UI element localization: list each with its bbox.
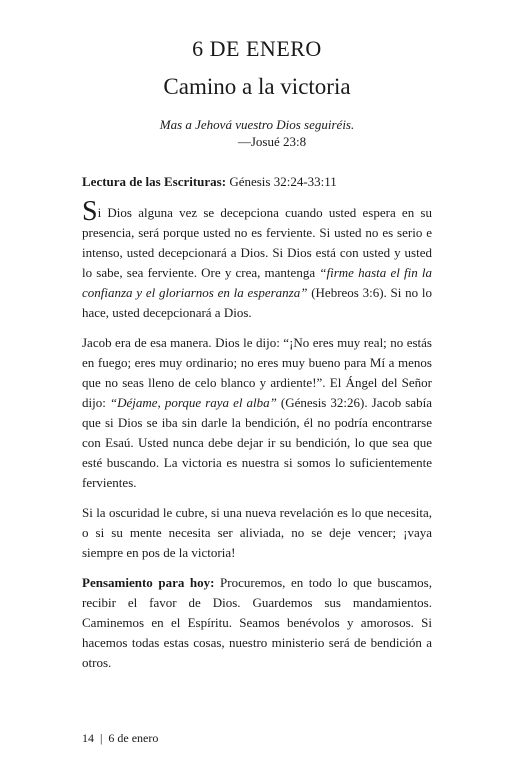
paragraph-3: Si la oscuridad le cubre, si una nueva revelación es lo que necesita, o si su mente necesita ser aliviada, no se deje vencer; ¡vaya siempre en pos de la victoria!	[82, 505, 432, 560]
footer-separator: |	[100, 731, 103, 745]
scripture-reading-label: Lectura de las Escrituras:	[82, 174, 227, 189]
paragraph-2	[82, 333, 432, 493]
verse-text: Mas a Jehová vuestro Dios seguiréis.	[159, 117, 355, 132]
paragraph-1-text-b: (Hebreos 3:6). Si no lo hace, usted decepcionará a Dios.	[82, 285, 433, 320]
page-number: 14	[82, 731, 94, 745]
running-title: 6 de enero	[108, 731, 159, 745]
scripture-reading-passage: Génesis 32:24-33:11	[229, 174, 337, 189]
page-title: Camino a la victoria	[163, 74, 351, 99]
thought-label: Pensamiento para hoy:	[82, 575, 215, 590]
verse-reference: —Josué 23:8	[237, 134, 307, 149]
page-footer	[82, 731, 158, 746]
paragraph-1-quote: “firme hasta el fin la confianza y el gloriarnos en la esperanza”	[82, 265, 432, 300]
paragraph-1-text-a: i Dios alguna vez se decepciona cuando usted espera en su presencia, será porque usted no es ferviente. Si usted no es serio e intenso, usted decepcionará a Dios. Si Dios está con usted y usted lo sabe, sea ferviente. Ore y crea, mantenga	[82, 205, 432, 280]
paragraph-2-quote: “Déjame, porque raya el alba”	[109, 395, 277, 410]
devotional-body	[82, 172, 432, 683]
scripture-reading	[82, 172, 432, 192]
key-verse	[0, 116, 514, 150]
date-heading: 6 DE ENERO	[192, 36, 322, 61]
paragraph-1	[82, 196, 433, 323]
drop-cap: S	[82, 196, 98, 227]
paragraph-2-text-a: Jacob era de esa manera. Dios le dijo: “¡No eres muy real; no estás en fuego; eres muy ordinario; no eres muy bueno para Mí a menos que no seas lleno de celo blanco y ardiente!”. El Ángel del Señor dijo:	[82, 335, 432, 410]
paragraph-2-text-b: (Génesis 32:26). Jacob sabía que si Dios se iba sin darle la bendición, él no podría encontrarse con Esaú. Usted nunca debe dejar ir su bendición, lo que sea que esté buscando. La victoria es nuestra si somos lo suficientemente fervientes.	[82, 395, 432, 490]
thought-for-today	[82, 573, 432, 673]
thought-text: Procuremos, en todo lo que buscamos, recibir el favor de Dios. Guardemos sus mandamientos. Caminemos en el Espíritu. Seamos benévolos y amorosos. Si hacemos todas estas cosas, nuestro ministerio será de bendición a otros.	[82, 575, 432, 670]
